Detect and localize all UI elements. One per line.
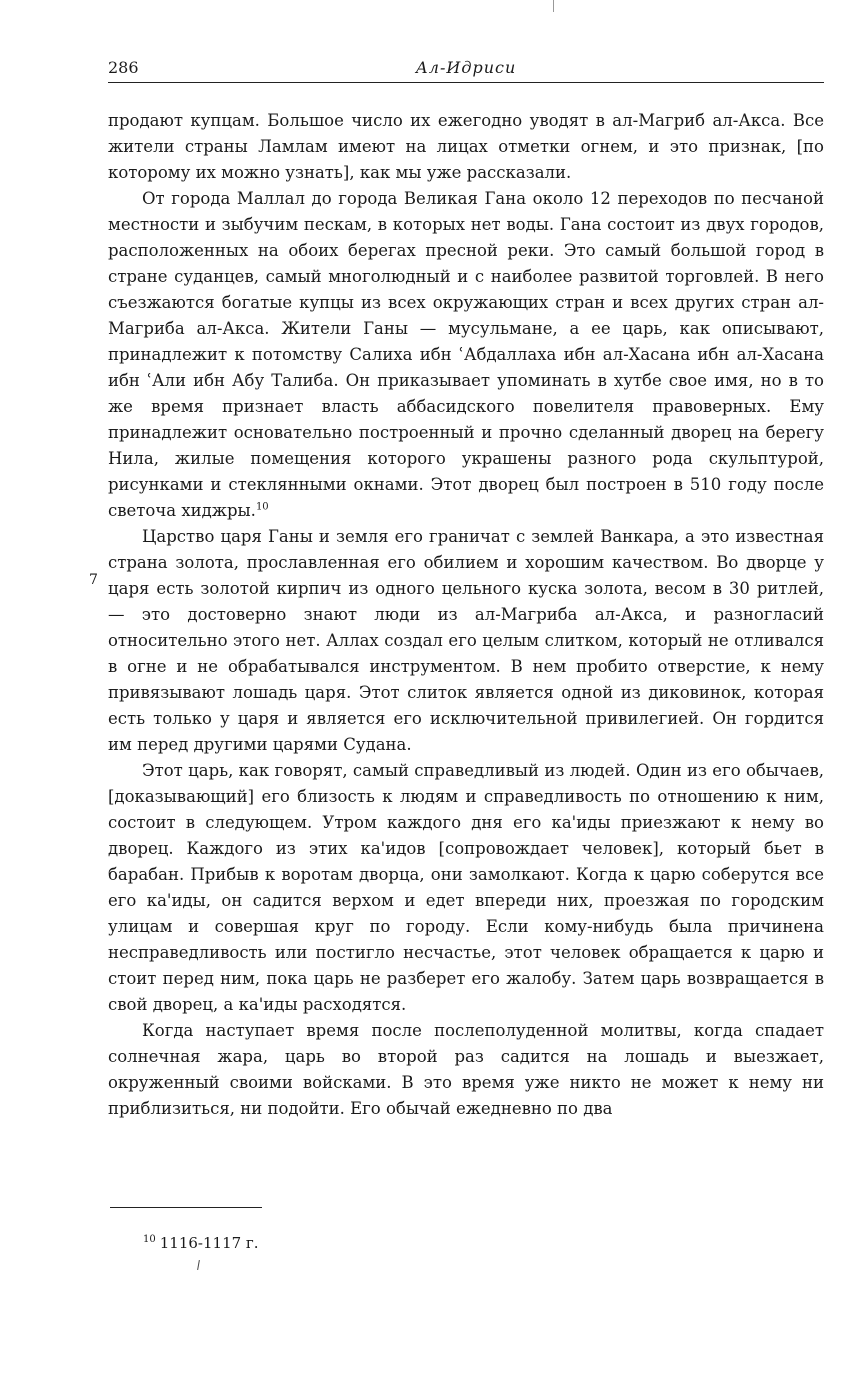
- paragraph: [108, 108, 824, 186]
- footnote: [143, 1234, 259, 1252]
- page-header: [108, 54, 824, 84]
- paragraph-text: Этот царь, как говорят, самый справедливый из людей. Один из его обычаев, [доказывающий] его близость к людям и справедливость по отношению к ним, состоит в следующем. Утром каждого дня его ка'иды приезжают к нему во дворец. Каждого из этих ка'идов [сопровождает человек], который бьет в барабан. Прибыв к воротам дворца, они замолкают. Когда к царю соберутся все его ка'иды, он садится верхом и едет впереди них, проезжая по городским улицам и совершая круг по городу. Если кому-нибудь была причинена несправедливость или постигло несчастье, этот человек обращается к царю и стоит перед ним, пока царь не разберет его жалобу. Затем царь возвращается в свой дворец, а ка'иды расходятся.: [108, 761, 824, 1014]
- scan-mark: [553, 0, 554, 12]
- footnote-text: 1116-1117 г.: [159, 1234, 259, 1252]
- footnote-marker: 10: [143, 1234, 156, 1245]
- paragraph-text: От города Маллал до города Великая Гана около 12 переходов по песчаной местности и зыбучим пескам, в которых нет воды. Гана состоит из двух городов, расположенных на обоих берегах пресной реки. Это самый большой город в стране суданцев, самый многолюдный и с наиболее развитой торговлей. В него съезжаются богатые купцы из всех окружающих стран и всех других стран ал-Магриба ал-Акса. Жители Ганы — мусульмане, а ее царь, как описывают, принадлежит к потомству Салиха ибн ʿАбдаллаха ибн ал-Хасана ибн ал-Хасана ибн ʿАли ибн Абу Талиба. Он приказывает упоминать в хутбе свое имя, но в то же время признает власть аббасидского повелителя правоверных. Ему принадлежит основательно построенный и прочно сделанный дворец на берегу Нила, жилые помещения которого украшены разного рода скульптурой, рисунками и стеклянными окнами. Этот дворец был построен в 510 году после светоча хиджры.: [108, 189, 824, 520]
- footnote-reference[interactable]: 10: [255, 501, 269, 513]
- paragraph: [108, 186, 824, 524]
- scan-mark: [197, 1260, 200, 1270]
- page-number: 286: [108, 58, 139, 77]
- paragraph: [108, 524, 824, 758]
- paragraph: [108, 1018, 824, 1122]
- header-rule: [108, 82, 824, 83]
- paragraph-text: продают купцам. Большое число их ежегодно уводят в ал-Магриб ал-Акса. Все жители страны Ламлам имеют на лицах отметки огнем, и это признак, [по которому их можно узнать], как мы уже рассказали.: [108, 111, 824, 182]
- paragraph-text: Когда наступает время после послеполуденной молитвы, когда спадает солнечная жара, царь во второй раз садится на лошадь и выезжает, окруженный своими войсками. В это время уже никто не может к нему ни приблизиться, ни подойти. Его обычай ежедневно по два: [108, 1021, 824, 1118]
- footnote-rule: [110, 1207, 262, 1208]
- paragraph-text: Царство царя Ганы и земля его граничат с землей Ванкара, а это известная страна золота, прославленная его обилием и хорошим качеством. Во дворце у царя есть золотой кирпич из одного цельного куска золота, весом в 30 ритлей, — это достоверно знают люди из ал-Магриба ал-Акса, и разногласий относительно этого нет. Аллах создал его целым слитком, который не отливался в огне и не обрабатывался инструментом. В нем пробито отверстие, к нему привязывают лошадь царя. Этот слиток является одной из диковинок, которая есть только у царя и является его исключительной привилегией. Он гордится им перед другими царями Судана.: [108, 527, 824, 754]
- body-text: [108, 108, 824, 1122]
- margin-folio-number: 7: [89, 572, 98, 588]
- paragraph: [108, 758, 824, 1018]
- running-title: Ал-Идриси: [415, 58, 517, 77]
